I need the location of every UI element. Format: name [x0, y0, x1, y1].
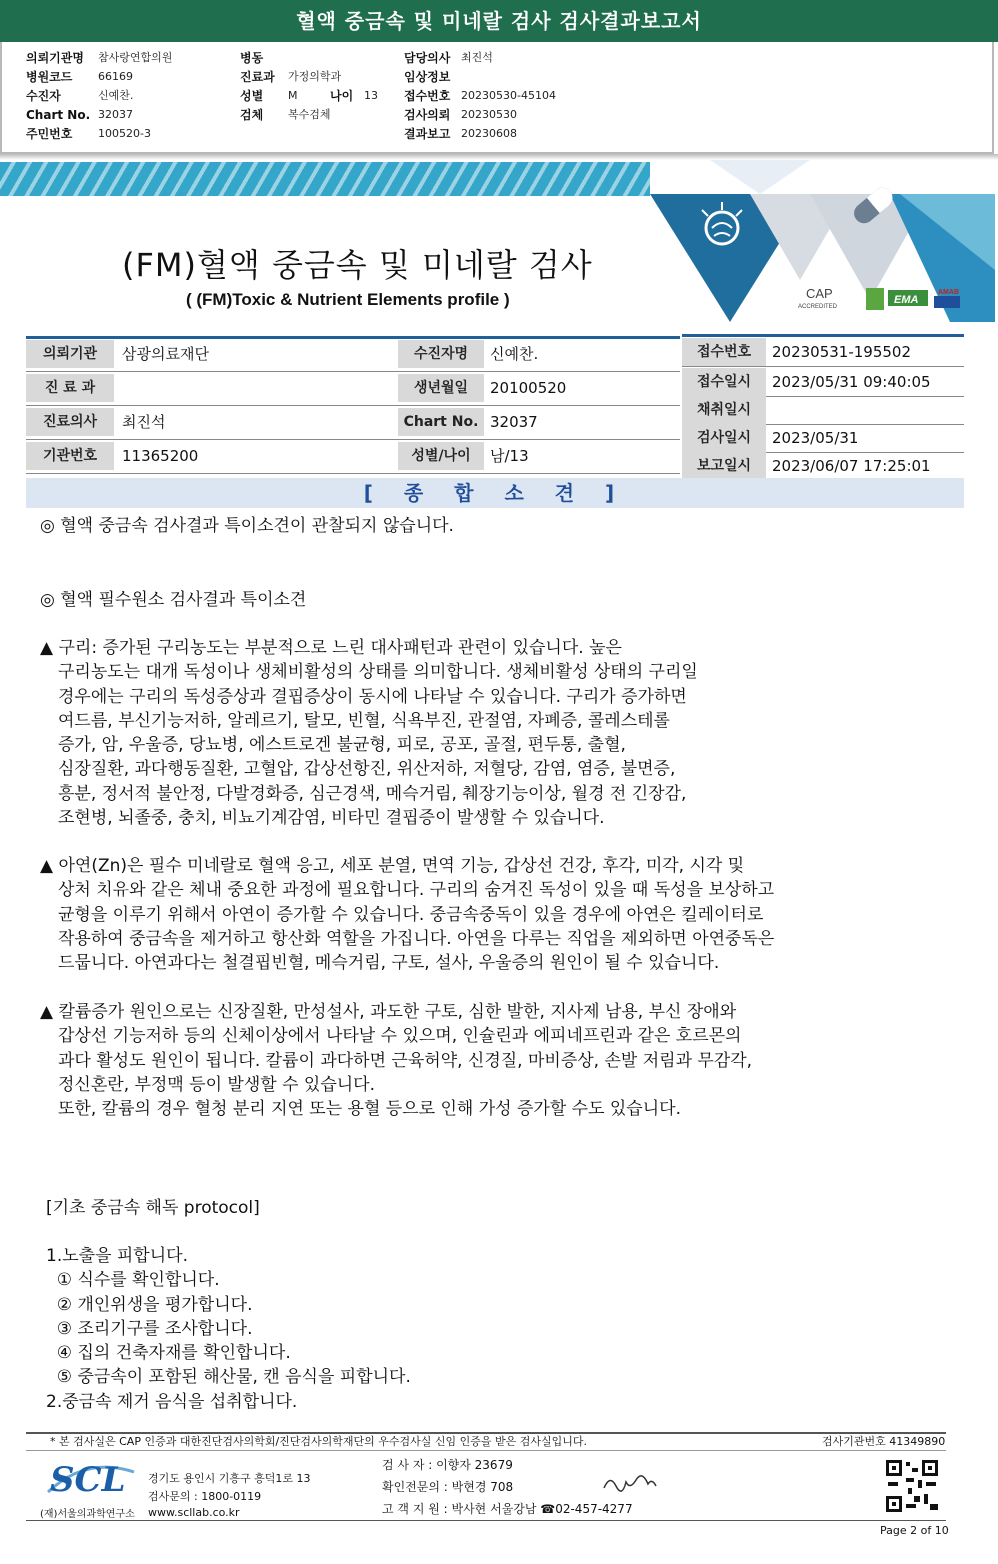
- patient-field-label: 생년월일: [398, 374, 484, 402]
- info-field-value: 20230608: [461, 127, 517, 140]
- text-line: 심장질환, 과다행동질환, 고혈압, 갑상선항진, 위산저하, 저혈당, 감염, 염증, 불면증,: [58, 759, 676, 780]
- zinc-finding: [40, 854, 774, 975]
- info-field-label: 수진자: [26, 89, 61, 103]
- text-line: 증가, 암, 우울증, 당뇨병, 에스트로겐 불균형, 피로, 공포, 골절, 편두통, 출혈,: [58, 735, 626, 756]
- text-line: 또한, 칼륨의 경우 혈청 분리 지연 또는 용혈 등으로 인해 가성 증가할 수도 있습니다.: [58, 1099, 681, 1120]
- text-line: 조현병, 뇌졸중, 충치, 비뇨기계감염, 비타민 결핍증이 발생할 수 있습니다.: [58, 808, 605, 829]
- info-field-label: 담당의사: [404, 51, 451, 65]
- footer-certification-note: * 본 검사실은 CAP 인증과 대한진단검사의학회/진단검사의학재단의 우수검사실 신임 인증을 받은 검사실입니다.: [50, 1435, 588, 1448]
- confirmer-info: 확인전문의 : 박현경 708: [382, 1480, 514, 1494]
- page-number: Page 2 of 10: [880, 1524, 949, 1537]
- footer-bottom-rule: [26, 1520, 946, 1521]
- patient-field-label: 채취일시: [682, 396, 766, 424]
- amab-logo-text: AMAB: [938, 289, 959, 296]
- amab-logo-icon: [934, 296, 960, 308]
- info-field-value: 66169: [98, 70, 133, 83]
- patient-field-value: 남/13: [490, 447, 529, 465]
- table-row-divider: [26, 473, 680, 474]
- age-label: 나이: [330, 89, 354, 103]
- patient-field-value: [116, 374, 392, 402]
- text-line: ② 개인위생을 평가합니다.: [46, 1294, 253, 1315]
- text-line: ④ 집의 건축자재를 확인합니다.: [46, 1343, 291, 1364]
- info-field: [404, 69, 450, 85]
- report-title: (FM)혈액 중금속 및 미네랄 검사: [122, 246, 593, 284]
- patient-field-label: 진 료 과: [26, 374, 114, 402]
- info-field-label: 임상정보: [404, 70, 451, 84]
- text-line: 정신혼란, 부정맥 등이 발생할 수 있습니다.: [58, 1074, 376, 1095]
- info-field: [26, 126, 151, 142]
- info-field: [26, 88, 134, 104]
- institute-address: 경기도 용인시 기흥구 흥덕1로 13: [148, 1472, 311, 1485]
- info-field: [404, 88, 556, 104]
- protocol-list: [46, 1244, 411, 1414]
- patient-field-value: 2023/05/31 09:40:05: [772, 373, 931, 391]
- info-field: [404, 107, 517, 123]
- info-field: [240, 107, 331, 123]
- heavy-metal-finding: ◎ 혈액 중금속 검사결과 특이소견이 관찰되지 않습니다.: [40, 516, 454, 536]
- patient-field-label: 접수일시: [682, 368, 766, 396]
- report-subtitle: ( (FM)Toxic & Nutrient Elements profile ): [186, 290, 510, 309]
- protocol-title: [기초 중금속 해독 protocol]: [46, 1198, 260, 1218]
- website-link[interactable]: www.scllab.co.kr: [148, 1506, 240, 1519]
- patient-field-label: 기관번호: [26, 442, 114, 470]
- patient-field-value: 2023/06/07 17:25:01: [772, 457, 931, 475]
- text-line: ▲ 구리: 증가된 구리농도는 부분적으로 느린 대사패턴과 관련이 있습니다. 높은: [40, 638, 622, 658]
- text-line: 균형을 이루기 위해서 아연이 증가할 수 있습니다. 중금속중독이 있을 경우에 아연은 킬레이터로: [58, 904, 764, 925]
- info-field-label: Chart No.: [26, 108, 91, 122]
- info-field-value: 100520-3: [98, 127, 151, 140]
- info-field-label: 검체: [240, 108, 264, 122]
- patient-field-label: 의뢰기관: [26, 340, 114, 368]
- info-field: [26, 107, 133, 123]
- essential-element-heading: ◎ 혈액 필수원소 검사결과 특이소견: [40, 590, 307, 610]
- info-field-label: 병원코드: [26, 70, 73, 84]
- table-row-divider: [26, 405, 680, 406]
- tester-info: 검 사 자 : 이향자 23679: [382, 1458, 513, 1472]
- text-line: 작용하여 중금속을 제거하고 항산화 역할을 가집니다. 아연을 다루는 직업을 제외하면 아연중독은: [58, 928, 775, 949]
- age-value: 13: [364, 89, 378, 102]
- info-field-value: 최진석: [461, 51, 493, 64]
- patient-field-label: 수진자명: [398, 340, 484, 368]
- cap-accredited-text: ACCREDITED: [798, 304, 838, 310]
- summary-heading: [ 종 합 소 견 ]: [26, 478, 964, 508]
- patient-field-value: 삼광의료재단: [122, 345, 209, 363]
- copper-finding: [40, 636, 698, 830]
- patient-field-value: 20230531-195502: [772, 343, 912, 361]
- lm-logo-icon: [866, 288, 884, 310]
- info-field-value: 20230530: [461, 108, 517, 121]
- info-field-value: 복수검체: [288, 108, 331, 121]
- patient-field-value: 신예찬.: [490, 345, 539, 363]
- info-field-label: 의뢰기관명: [26, 51, 84, 65]
- text-line: 드뭅니다. 아연과다는 철결핍빈혈, 메슥거림, 구토, 설사, 우울증의 원인이 될 수 있습니다.: [58, 953, 720, 974]
- patient-field-value: 11365200: [122, 447, 199, 465]
- info-field-label: 검사의뢰: [404, 108, 451, 122]
- text-line: 여드름, 부신기능저하, 알레르기, 탈모, 빈혈, 식욕부진, 관절염, 자폐증, 콜레스테롤: [58, 710, 670, 731]
- patient-field-label: 진료의사: [26, 408, 114, 436]
- text-line: 경우에는 구리의 독성증상과 결핍증상이 동시에 나타날 수 있습니다. 구리가 증가하면: [58, 686, 687, 707]
- patient-field-value: 2023/05/31: [772, 429, 859, 447]
- info-field: [26, 50, 173, 66]
- patient-field-value: 20100520: [490, 379, 567, 397]
- text-line: 흥분, 정서적 불안정, 다발경화증, 심근경색, 메슥거림, 췌장기능이상, 월경 전 긴장감,: [58, 783, 687, 804]
- info-field-value: 참사랑연합의원: [98, 51, 173, 64]
- info-field-label: 접수번호: [404, 89, 451, 103]
- patient-field-label: 보고일시: [682, 452, 766, 480]
- patient-field-label: 접수번호: [682, 338, 766, 366]
- patient-field-value: [766, 396, 962, 424]
- info-field: [26, 69, 133, 85]
- report-banner-title: 혈액 중금속 및 미네랄 검사 검사결과보고서: [0, 0, 998, 42]
- text-line: 과다 활성도 원인이 됩니다. 칼륨이 과다하면 근육허약, 신경질, 마비증상, 손발 저림과 무감각,: [58, 1050, 753, 1071]
- footer-institution-id: 검사기관번호 41349890: [822, 1435, 946, 1448]
- text-line: 1.노출을 피합니다.: [46, 1246, 188, 1266]
- info-field-value: 32037: [98, 108, 133, 121]
- info-field-value: M: [288, 89, 298, 102]
- text-line: ⑤ 중금속이 포함된 해산물, 캔 음식을 피합니다.: [46, 1367, 411, 1388]
- potassium-finding: [40, 1000, 752, 1121]
- info-field: [404, 50, 493, 66]
- text-line: ① 식수를 확인합니다.: [46, 1270, 220, 1291]
- text-line: ▲ 아연(Zn)은 필수 미네랄로 혈액 응고, 세포 분열, 면역 기능, 갑상선 건강, 후각, 미각, 시각 및: [40, 856, 745, 876]
- cap-logo-text: CAP: [806, 286, 833, 301]
- info-field-label: 결과보고: [404, 127, 451, 141]
- qr-code-icon: [884, 1458, 940, 1514]
- institute-name: (재)서울의과학연구소: [40, 1509, 135, 1520]
- info-field-label: 주민번호: [26, 127, 73, 141]
- support-info: 고 객 지 원 : 박사현 서울강남 ☎02-457-4277: [382, 1502, 633, 1516]
- info-field-value: 20230530-45104: [461, 89, 556, 102]
- patient-field-label: Chart No.: [398, 408, 484, 436]
- text-line: ③ 조리기구를 조사합니다.: [46, 1318, 253, 1339]
- scl-logo: SCL: [50, 1460, 126, 1500]
- table-row-divider: [26, 371, 680, 372]
- text-line: ▲ 칼륨증가 원인으로는 신장질환, 만성설사, 과도한 구토, 심한 발한, 지사제 남용, 부신 장애와: [40, 1002, 737, 1022]
- info-field-value: 가정의학과: [288, 70, 342, 83]
- patient-field-value: 32037: [490, 413, 538, 431]
- info-field-label: 성별: [240, 89, 264, 103]
- inquiry-phone: 검사문의 : 1800-0119: [148, 1490, 262, 1503]
- signature-icon: [600, 1472, 660, 1496]
- info-field-label: 진료과: [240, 70, 275, 84]
- patient-field-label: 검사일시: [682, 424, 766, 452]
- ema-logo-text: EMA: [894, 294, 919, 306]
- text-line: 구리농도는 대개 독성이나 생체비활성의 상태를 의미합니다. 생체비활성 상태의 구리일: [58, 662, 698, 683]
- patient-field-value: 최진석: [122, 413, 166, 431]
- table-row-divider: [26, 439, 680, 440]
- info-field: [240, 50, 263, 66]
- footer-mid-rule: [26, 1450, 946, 1451]
- request-info-box: [0, 42, 994, 154]
- info-field: [240, 88, 298, 104]
- text-line: 2.중금속 제거 음식을 섭취합니다.: [46, 1391, 298, 1412]
- table-row-divider: [682, 366, 964, 367]
- patient-info-table: [26, 336, 964, 475]
- info-field: [404, 126, 517, 142]
- text-line: 상처 치유와 같은 체내 중요한 과정에 필요합니다. 구리의 숨겨진 독성이 있을 때 독성을 보상하고: [58, 880, 775, 901]
- patient-field-label: 성별/나이: [398, 442, 484, 470]
- info-field: [240, 69, 342, 85]
- age-field: [330, 88, 378, 104]
- info-field-label: 병동: [240, 51, 264, 65]
- info-field-value: 신예찬.: [98, 89, 134, 102]
- text-line: 갑상선 기능저하 등의 신체이상에서 나타날 수 있으며, 인슐린과 에피네프린과 같은 호르몬의: [58, 1026, 742, 1047]
- header-decoration: [650, 160, 995, 322]
- decorative-stripe-band: [0, 162, 700, 196]
